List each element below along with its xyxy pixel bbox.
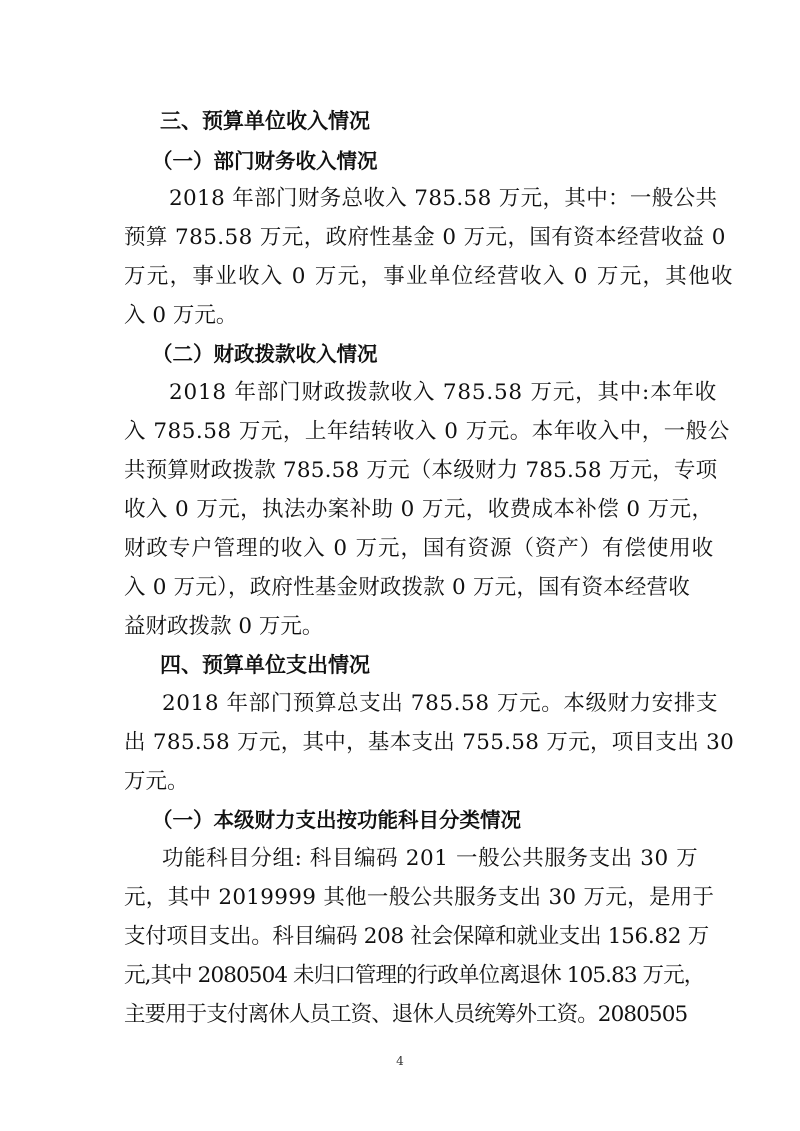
paragraph-line: 收入 0 万元，执法办案补助 0 万元，收费成本补偿 0 万元， xyxy=(124,497,714,522)
paragraph-line: 元,其中 2080504 未归口管理的行政单位离退休 105.83 万元， xyxy=(124,963,705,988)
section-heading-expenditure: 四、预算单位支出情况 xyxy=(160,653,370,677)
subsection-title-fiscal-appropriation-income: （二）财政拨款收入情况 xyxy=(152,342,378,366)
paragraph-line: 益财政拨款 0 万元。 xyxy=(124,614,324,639)
subsection-title-functional-classification: （一）本级财力支出按功能科目分类情况 xyxy=(152,808,521,832)
paragraph-line: 万元，事业收入 0 万元，事业单位经营收入 0 万元，其他收 xyxy=(124,264,734,289)
paragraph-line: 2018 年部门财政拨款收入 785.58 万元，其中:本年收 xyxy=(169,380,717,405)
paragraph-line: 元，其中 2019999 其他一般公共服务支出 30 万元，是用于 xyxy=(124,885,715,910)
paragraph-line: 入 0 万元），政府性基金财政拨款 0 万元，国有资本经营收 xyxy=(124,575,690,600)
section-heading-income: 三、预算单位收入情况 xyxy=(160,109,370,133)
paragraph-line: 预算 785.58 万元，政府性基金 0 万元，国有资本经营收益 0 xyxy=(124,225,726,250)
paragraph-line: 万元。 xyxy=(124,769,189,794)
paragraph-line: 2018 年部门预算总支出 785.58 万元。本级财力安排支 xyxy=(162,691,719,716)
page-number: 4 xyxy=(396,1054,404,1068)
paragraph-line: 财政专户管理的收入 0 万元，国有资源（资产）有偿使用收 xyxy=(124,536,715,561)
paragraph-line: 入 0 万元。 xyxy=(124,303,238,328)
paragraph-line: 功能科目分组: 科目编码 201 一般公共服务支出 30 万 xyxy=(162,846,699,871)
paragraph-line: 支付项目支出。科目编码 208 社会保障和就业支出 156.82 万 xyxy=(124,924,709,949)
paragraph-line: 主要用于支付离休人员工资、退休人员统筹外工资。2080505 xyxy=(124,1002,688,1027)
paragraph-line: 出 785.58 万元，其中，基本支出 755.58 万元，项目支出 30 xyxy=(124,730,735,755)
paragraph-line: 入 785.58 万元，上年结转收入 0 万元。本年收入中，一般公 xyxy=(124,419,730,444)
subsection-title-dept-finance-income: （一）部门财务收入情况 xyxy=(152,149,378,173)
paragraph-line: 2018 年部门财务总收入 785.58 万元，其中：一般公共 xyxy=(169,186,718,211)
paragraph-line: 共预算财政拨款 785.58 万元（本级财力 785.58 万元，专项 xyxy=(124,458,718,483)
